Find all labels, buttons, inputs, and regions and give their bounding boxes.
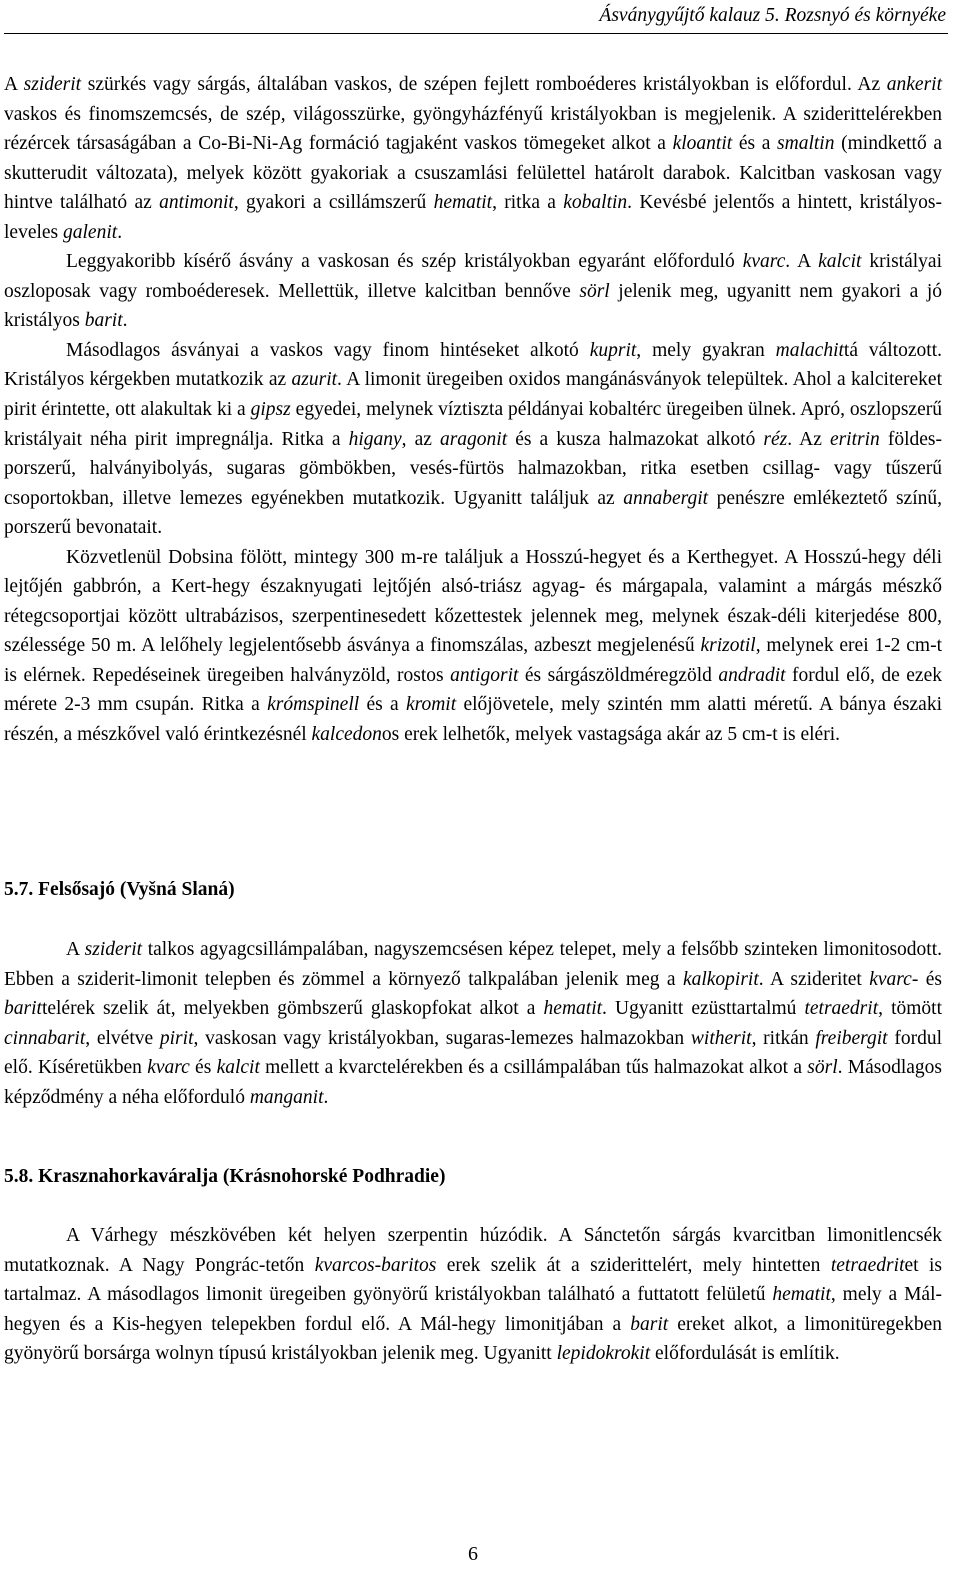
mineral-name: barit: [4, 998, 42, 1020]
text-run: ereket alkot, a limonitüregekben gyönyörű borsárga wolnyn típusú kristályokban jelenik meg. Ugyanitt: [4, 1313, 942, 1365]
mineral-name: freibergit: [815, 1027, 888, 1049]
text-run: . Másodlagos képződmény a néha előforduló: [4, 1057, 943, 1108]
text-run: . Az: [787, 428, 830, 450]
mineral-name: andradit: [718, 664, 786, 686]
section-heading-5-8: 5.8. Krasznahorkaváralja (Krásnohorské Podhradie): [4, 1166, 446, 1187]
mineral-name: sziderit: [23, 74, 82, 95]
mineral-name: antimonit: [159, 192, 234, 214]
page-number: 6: [468, 1543, 478, 1565]
text-run: földes-porszerű, halványibolyás, sugaras gömbökben, vesés-fürtös halmazokban, ritka esetben csillag- vagy tűszerű csoportokban, illetve lemezes egyénekben mutatkozik. Ugyanitt találjuk az: [4, 428, 942, 509]
paragraph: [4, 247, 942, 336]
text-run: tá változott. Kristályos kérgekben mutatkozik az: [4, 339, 943, 391]
mineral-name: kalcedon: [311, 724, 382, 746]
mineral-name: barit: [84, 310, 123, 332]
mineral-name: tetraedrit: [804, 998, 879, 1020]
text-run: erek szelik át a sziderittelért, mely hintetten: [436, 1254, 831, 1276]
text-run: .: [117, 221, 123, 243]
section-5-7-body: [4, 935, 942, 1112]
text-run: és sárgászöldméregzöld: [518, 664, 719, 686]
text-run: .: [122, 310, 128, 332]
mineral-name: hematit: [433, 192, 493, 214]
mineral-name: tetraedrit: [830, 1254, 905, 1276]
mineral-name: hematit: [772, 1284, 831, 1306]
running-header: Ásványgyűjtő kalauz 5. Rozsnyó és környéke: [599, 5, 946, 26]
text-run: vaskos és finomszemcsés, de szép, világosszürke, gyöngyházfényű kristályokban is megjelenik. A sziderittelérekben rézércek társaságában a Co-Bi-Ni-Ag formáció tagjaként vaskos tömegeket alkot a: [4, 103, 942, 155]
mineral-name: kloantit: [672, 133, 733, 155]
text-run: jelenik meg, ugyanitt nem gyakori a jó kristályos: [4, 280, 942, 332]
mineral-name: kalcit: [818, 251, 862, 273]
mineral-name: manganit: [249, 1086, 324, 1108]
section-heading-5-7: 5.7. Felsősajó (Vyšná Slaná): [4, 879, 235, 900]
text-run: , ritkán: [751, 1027, 816, 1049]
text-run: és a: [359, 694, 406, 716]
mineral-name: kalkopirit: [682, 968, 759, 990]
mineral-name: kvarc: [742, 251, 786, 273]
text-run: , vaskosan vagy kristályokban, sugaras-lemezes halmazokban: [193, 1027, 691, 1049]
text-run: egyedei, melynek víztiszta példányai kobaltérc üregeiben ülnek. Apró, oszlopszerű kristályait néha pirit impregnálja. Ritka a: [4, 399, 942, 450]
text-run: Másodlagos ásványai a vaskos vagy finom hintéseket alkotó: [66, 339, 590, 361]
text-run: kristályai oszloposak vagy romboéderesek. Mellettük, illetve kalcitban bennőve: [4, 251, 942, 302]
text-run: os erek lelhetők, melyek vastagsága akár az 5 cm-t is eléri.: [381, 724, 840, 746]
mineral-name: kobaltin: [563, 192, 628, 214]
text-run: és a: [732, 133, 778, 155]
mineral-name: kuprit: [589, 339, 637, 361]
section-5-8-body: [4, 1221, 942, 1369]
mineral-name: higany: [348, 428, 402, 450]
mineral-name: gipsz: [250, 399, 291, 421]
text-run: és a kusza halmazokat alkotó: [507, 428, 764, 450]
text-run: szürkés vagy sárgás, általában vaskos, de szépen fejlett romboéderes kristályokban is előfordul. Az: [81, 74, 887, 95]
text-run: (mindkettő a skutterudit változata), melyek között gyakoriak a csuszamlási felülettel határolt darabok. Kalcitban vaskosan vagy hintve található az: [4, 133, 942, 214]
mineral-name: kvarc: [147, 1057, 190, 1079]
paragraph: [4, 1221, 942, 1369]
text-run: .: [323, 1086, 329, 1108]
mineral-name: kvarcos-baritos: [314, 1254, 437, 1276]
mineral-name: sziderit: [84, 939, 143, 960]
text-run: mellett a kvarctelérekben és a csillámpalában tűs halmazokat alkot a: [259, 1057, 808, 1079]
mineral-name: eritrin: [829, 428, 880, 450]
mineral-name: pirit: [159, 1027, 194, 1049]
text-run: Leggyakoribb kísérő ásvány a vaskosan és szép kristályokban egyaránt előforduló: [66, 251, 743, 273]
text-run: és: [189, 1057, 217, 1079]
text-run: . A limonit üregeiben oxidos mangánásványok települtek. Ahol a kalcitereket pirit érintette, ott alakultak ki a: [4, 369, 942, 421]
text-run: , mely gyakran: [636, 339, 776, 361]
text-run: , gyakori a csillámszerű: [233, 192, 434, 214]
text-run: . A szideritet: [758, 968, 870, 990]
text-run: penészre emlékeztető színű, porszerű bevonatait.: [4, 487, 943, 539]
text-run: , elvétve: [85, 1027, 160, 1049]
text-run: , ritka a: [492, 192, 564, 214]
paragraph: [4, 336, 942, 543]
mineral-name: lepidokrokit: [556, 1343, 651, 1365]
text-run: . A: [785, 251, 819, 273]
mineral-name: azurit: [291, 369, 338, 391]
mineral-name: malachit: [775, 339, 844, 361]
mineral-name: kalcit: [216, 1057, 260, 1079]
mineral-name: réz: [763, 428, 788, 450]
text-run: A: [66, 939, 85, 960]
mineral-name: ankerit: [886, 74, 943, 95]
mineral-name: krómspinell: [267, 694, 360, 716]
text-run: előjövetele, mely szintén mm alatti méretű. A bánya északi részén, a mészkővel való érintkezésnél: [4, 694, 942, 746]
text-run: , az: [401, 428, 440, 450]
text-run: A Várhegy mészkövében két helyen szerpentin húzódik. A Sánctetőn sárgás kvarcitban limonitlencsék mutatkoznak. A Nagy Pongrác-tetőn: [4, 1225, 942, 1276]
text-run: A: [4, 74, 24, 95]
text-run: talkos agyagcsillámpalában, nagyszemcsésen képez telepet, mely a felsőbb szinteken limonitosodott. Ebben a sziderit-limonit telepben és zömmel a környező talkpalában jelenik meg a: [4, 939, 942, 990]
text-run: , tömött: [878, 998, 943, 1020]
mineral-name: annabergit: [623, 487, 709, 509]
text-block-intro: [4, 70, 942, 750]
text-run: . Kevésbé jelentős a hintett, kristályos-leveles: [4, 192, 942, 243]
text-run: , melynek erei 1-2 cm-t is elérnek. Repedéseinek üregeiben halványzöld, rostos: [4, 635, 942, 686]
mineral-name: krizotil: [700, 635, 756, 657]
mineral-name: aragonit: [439, 428, 508, 450]
mineral-name: sörl: [807, 1057, 838, 1079]
text-run: . Ugyanitt ezüsttartalmú: [602, 998, 805, 1020]
paragraph: [4, 935, 942, 1112]
mineral-name: smaltin: [777, 133, 835, 155]
mineral-name: barit: [630, 1313, 669, 1335]
mineral-name: galenit: [63, 221, 118, 243]
text-run: fordul elő, de ezek mérete 2-3 mm csupán. Ritka a: [4, 664, 942, 716]
mineral-name: sörl: [579, 280, 610, 302]
paragraph: [4, 543, 942, 750]
mineral-name: antigorit: [450, 664, 519, 686]
paragraph: [4, 70, 942, 247]
text-run: előfordulását is említik.: [650, 1343, 840, 1365]
header-rule: [4, 33, 948, 34]
text-run: Közvetlenül Dobsina fölött, mintegy 300 m-re találjuk a Hosszú-hegyet és a Kerthegyet. A Hosszú-hegy déli lejtőjén gabbrón, a Kert-hegy északnyugati lejtőjén alsó-triász agyag- és márgapala, valamint a márgás mészkő rétegcsoportjai között ultrabázisos, szerpentinesedett kőzettestek jelennek meg, melynek észak-déli kiterjedése 800, szélessége 50 m. A lelőhely legjelentősebb ásványa a finomszálas, azbeszt megjelenésű: [4, 546, 942, 657]
text-run: , mely a Mál-hegyen és a Kis-hegyen telepekben fordul elő. A Mál-hegy limonitjában a: [4, 1284, 942, 1335]
mineral-name: hematit: [543, 998, 603, 1020]
text-run: - és: [911, 968, 942, 990]
text-run: fordul elő. Kíséretükben: [4, 1027, 942, 1079]
mineral-name: kromit: [405, 694, 457, 716]
mineral-name: witherit: [690, 1027, 752, 1049]
text-run: et is tartalmaz. A másodlagos limonit üregeiben gyönyörű kristályokban található a futtatott felületű: [4, 1254, 942, 1306]
mineral-name: kvarc: [869, 968, 912, 990]
text-run: telérek szelik át, melyekben gömbszerű glaskopfokat alkot a: [41, 998, 544, 1020]
mineral-name: cinnabarit: [4, 1027, 86, 1049]
